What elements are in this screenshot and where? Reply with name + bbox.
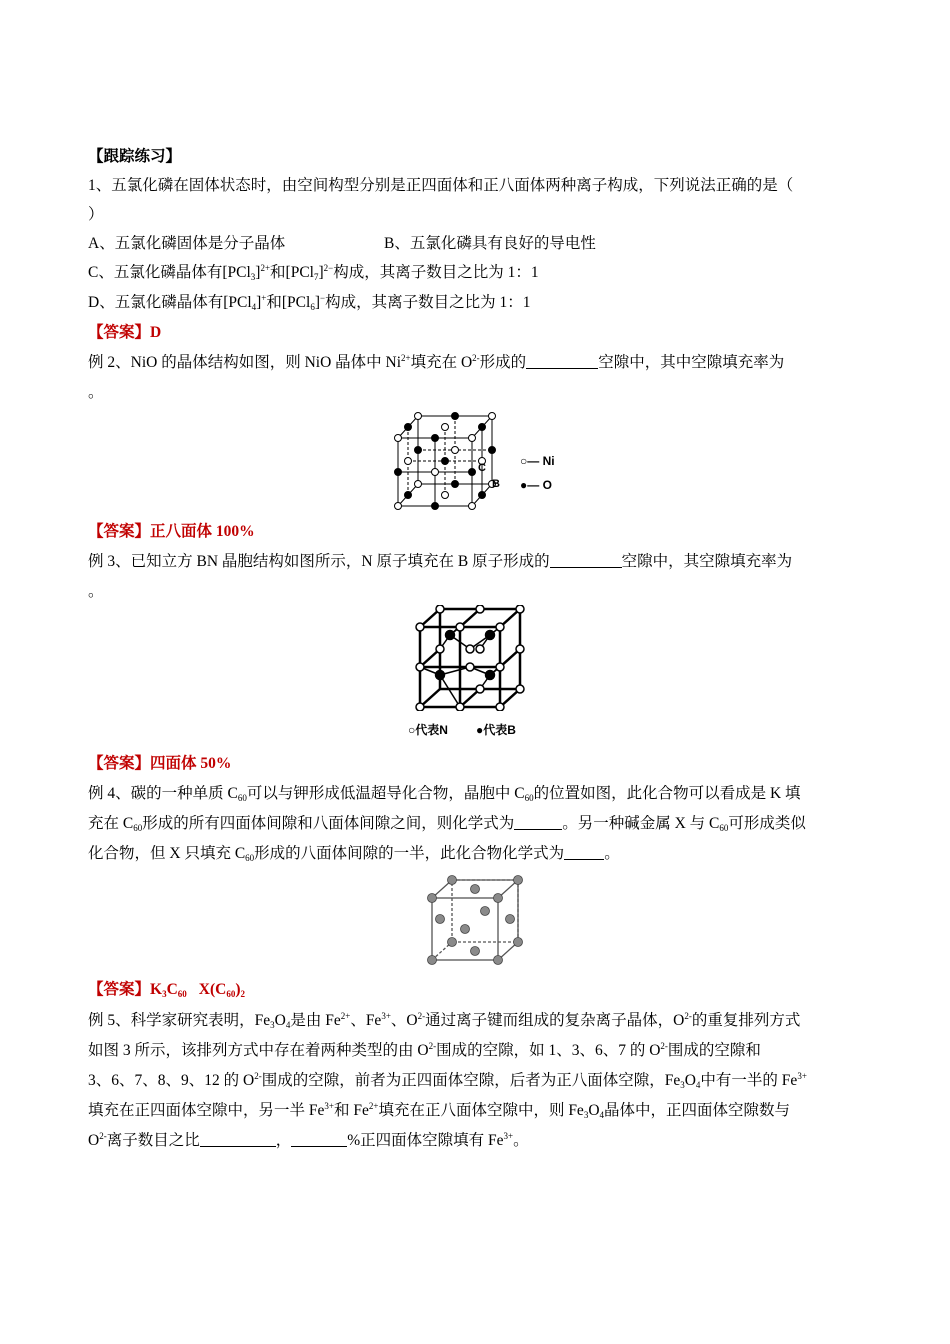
q3-answer: 【答案】四面体 50% bbox=[88, 755, 232, 772]
q1-option-b: B、五氯化磷具有良好的导电性 bbox=[384, 235, 596, 252]
bn-crystal-figure bbox=[408, 605, 526, 737]
label-c: C bbox=[478, 462, 486, 474]
q4-line1: 例 4、碳的一种单质 $C_{60}$可以与钾形成低温超导化合物，晶胞中 $C_{60}$的位置如图，此化合物可以看成是 K 填 bbox=[88, 785, 801, 803]
q2-answer: 【答案】正八面体 100% bbox=[88, 523, 255, 540]
legend-ni: ○— Ni bbox=[520, 454, 555, 468]
q5-line1: 例 5、科学家研究表明，$Fe_3O_4$是由 $Fe^{2+}$、$Fe^{3+}$、$O^{2-}$通过离子键而组成的复杂离子晶体，$O^{2-}$的重复排列方式 bbox=[88, 1011, 801, 1030]
q3-stem-line2: 。 bbox=[88, 583, 104, 600]
q4-line3: 化合物，但 X 只填充 $C_{60}$形成的八面体间隙的一半，此化合物化学式为 。 bbox=[88, 845, 620, 863]
q5-line4: 填充在正四面体空隙中，另一半 $Fe^{3+}$和 $Fe^{2+}$填充在正八面体空隙中，则 $Fe_3O_4$晶体中，正四面体空隙数与 bbox=[88, 1101, 791, 1120]
q2-stem: 例 2、NiO 的晶体结构如图，则 NiO 晶体中 $Ni^{2+}$填充在 $O^{2-}$形成的 空隙中，其中空隙填充率为 bbox=[88, 353, 785, 371]
q1-stem: 1、五氯化磷在固体状态时，由空间构型分别是正四面体和正八面体两种离子构成，下列说法正确的是（ bbox=[88, 177, 794, 194]
q5-line2: 如图 3 所示，该排列方式中存在着两种类型的由 $O^{2-}$围成的空隙，如 1、3、6、7 的 $O^{2-}$围成的空隙和 bbox=[88, 1041, 761, 1059]
legend-b: ●代表B bbox=[476, 723, 516, 737]
q1-answer: 【答案】D bbox=[88, 324, 162, 341]
q3-stem: 例 3、已知立方 BN 晶胞结构如图所示，N 原子填充在 B 原子形成的 空隙中，其空隙填充率为 bbox=[88, 553, 793, 570]
q1-option-d: D、五氯化磷晶体有[PCl$_4$]+和[PCl$_6$]−构成，其离子数目之比为 1：1 bbox=[88, 293, 531, 312]
section-title: 【跟踪练习】 bbox=[88, 148, 182, 165]
q5-line3: 3、6、7、8、9、12 的 $O^{2-}$围成的空隙，前者为正四面体空隙，后者为正八面体空隙，$Fe_3O_4$中有一半的 $Fe^{3+}$ bbox=[88, 1071, 807, 1090]
legend-n: ○代表N bbox=[408, 723, 448, 737]
q2-stem-line2: 。 bbox=[88, 384, 104, 401]
label-b: B bbox=[492, 478, 500, 490]
q1-options-ab bbox=[88, 234, 863, 254]
nio-crystal-figure bbox=[392, 408, 562, 510]
q4-answer: 【答案】$K_3C_{60}$ $X(C_{60})_2$ bbox=[88, 981, 246, 999]
legend-o: ●— O bbox=[520, 478, 552, 492]
q1-option-c: C、五氯化磷晶体有$[PCl_3]^{2+}$和$[PCl_7]^{2-}$构成，其离子数目之比为 1：1 bbox=[88, 263, 539, 282]
c60-cell-figure bbox=[424, 872, 528, 968]
q4-line2: 充在 $C_{60}$形成的所有四面体间隙和八面体间隙之间，则化学式为 。另一种碱金属 X 与 $C_{60}$可形成类似 bbox=[88, 815, 806, 833]
q1-stem-end: ） bbox=[88, 206, 104, 223]
q1-option-a: A、五氯化磷固体是分子晶体 bbox=[88, 235, 286, 252]
q5-line5: $O^{2-}$离子数目之比 ， %正四面体空隙填有 $Fe^{3+}$。 bbox=[88, 1131, 529, 1149]
